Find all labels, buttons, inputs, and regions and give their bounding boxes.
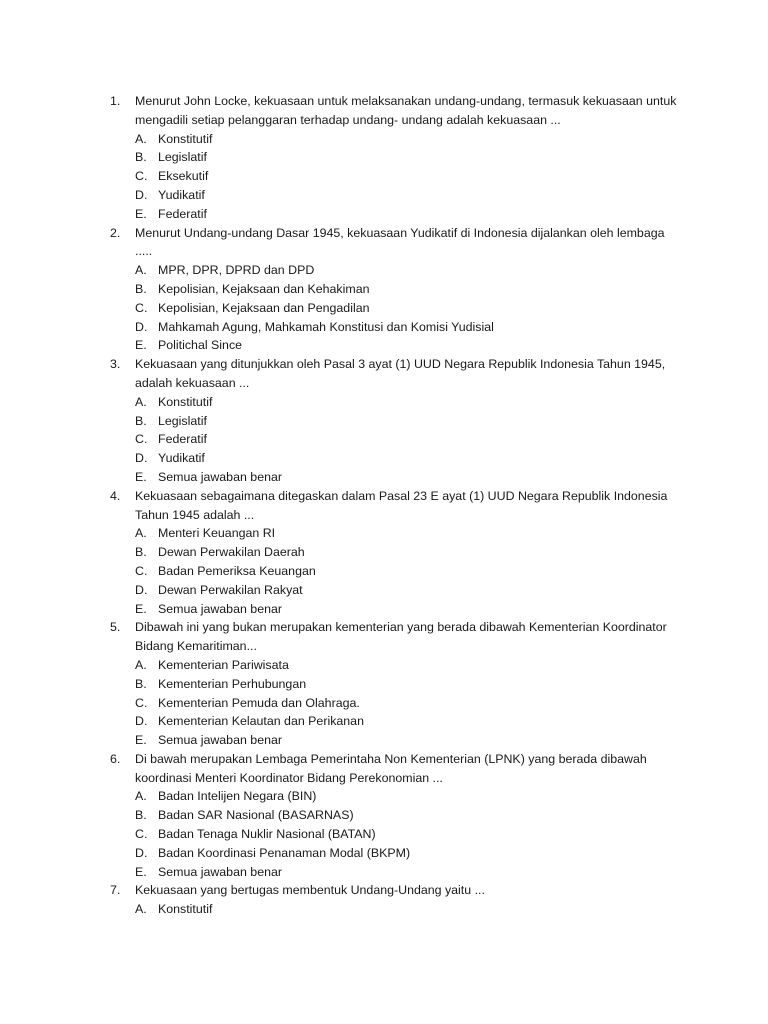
option-letter: E. [135,206,147,221]
question-number: 6. [110,751,121,766]
question-item [110,618,680,750]
option-letter: C. [135,695,148,710]
option-text: Badan Pemeriksa Keuangan [158,563,316,578]
question-row [110,618,680,656]
answer-option [135,299,680,318]
question-number: 3. [110,357,121,372]
answer-option [135,336,680,355]
question-row [110,224,680,262]
option-letter: D. [135,845,148,860]
option-text: Kepolisian, Kejaksaan dan Kehakiman [158,281,370,296]
answer-option [135,863,680,882]
answer-option [135,825,680,844]
answer-option [135,280,680,299]
option-text: Badan SAR Nasional (BASARNAS) [158,808,354,823]
option-text: Legislatif [158,413,207,428]
option-text: Konstitutif [158,131,213,146]
option-text: Kementerian Perhubungan [158,676,307,691]
option-letter: B. [135,676,147,691]
answer-option [135,694,680,713]
question-text: Dibawah ini yang bukan merupakan kementerian yang berada dibawah Kementerian Koordinator Bidang Kemaritiman... [135,620,667,654]
answer-option [135,600,680,619]
question-row [110,750,680,788]
answer-option [135,712,680,731]
option-text: Legislatif [158,150,207,165]
question-item [110,355,680,487]
option-text: Yudikatif [158,451,205,466]
answer-option [135,581,680,600]
option-text: Semua jawaban benar [158,469,282,484]
question-item [110,224,680,356]
question-list [110,92,680,919]
option-letter: B. [135,281,147,296]
question-number: 1. [110,94,121,108]
option-text: Semua jawaban benar [158,601,282,616]
answer-option [135,205,680,224]
option-list [110,524,680,618]
answer-option [135,675,680,694]
question-item [110,92,680,224]
answer-option [135,844,680,863]
option-letter: D. [135,582,148,597]
question-number: 7. [110,883,121,898]
option-letter: C. [135,169,148,184]
option-text: Yudikatif [158,187,205,202]
question-text: Menurut Undang-undang Dasar 1945, kekuasaan Yudikatif di Indonesia dijalankan oleh lembaga ..... [135,225,665,259]
answer-option [135,261,680,280]
option-list [110,130,680,224]
answer-option [135,806,680,825]
option-letter: B. [135,808,147,823]
option-text: Kementerian Pemuda dan Olahraga. [158,695,360,710]
option-list [110,393,680,487]
option-letter: A. [135,789,147,804]
answer-option [135,468,680,487]
option-letter: D. [135,714,148,729]
option-list [110,787,680,881]
option-text: Konstitutif [158,902,213,917]
option-letter: A. [135,394,147,409]
question-row [110,355,680,393]
answer-option [135,393,680,412]
answer-option [135,430,680,449]
answer-option [135,130,680,149]
option-letter: E. [135,469,147,484]
question-text: Menurut John Locke, kekuasaan untuk melaksanakan undang-undang, termasuk kekuasaan untuk mengadili setiap pelanggaran terhadap undang- undang adalah kekuasaan ... [135,94,677,127]
question-number: 5. [110,620,121,635]
option-text: Badan Tenaga Nuklir Nasional (BATAN) [158,827,376,842]
option-letter: E. [135,338,147,353]
option-list [110,900,680,919]
option-text: Badan Koordinasi Penanaman Modal (BKPM) [158,845,411,860]
question-item [110,487,680,619]
option-text: Dewan Perwakilan Daerah [158,545,305,560]
question-row [110,881,680,900]
option-text: Badan Intelijen Negara (BIN) [158,789,317,804]
option-text: Menteri Keuangan RI [158,526,276,541]
answer-option [135,412,680,431]
answer-option [135,543,680,562]
option-letter: D. [135,319,148,334]
question-text: Kekuasaan yang ditunjukkan oleh Pasal 3 ayat (1) UUD Negara Republik Indonesia Tahun 1945, adalah kekuasaan ... [135,357,666,390]
option-text: Federatif [158,206,207,221]
option-letter: A. [135,263,147,278]
option-letter: D. [135,451,148,466]
option-letter: B. [135,150,147,165]
answer-option [135,562,680,581]
question-number: 4. [110,488,121,503]
option-text: Mahkamah Agung, Mahkamah Konstitusi dan Komisi Yudisial [158,319,494,334]
answer-option [135,148,680,167]
option-letter: E. [135,733,147,748]
option-letter: A. [135,131,147,146]
option-text: Konstitutif [158,394,213,409]
question-row [110,92,680,130]
answer-option [135,186,680,205]
question-text: Kekuasaan yang bertugas membentuk Undang-Undang yaitu ... [135,883,485,898]
option-letter: C. [135,432,148,447]
answer-option [135,731,680,750]
option-text: Kementerian Kelautan dan Perikanan [158,714,364,729]
option-letter: E. [135,601,147,616]
option-list [110,656,680,750]
question-text: Kekuasaan sebagaimana ditegaskan dalam Pasal 23 E ayat (1) UUD Negara Republik Indonesia Tahun 1945 adalah ... [135,488,668,522]
answer-option [135,900,680,919]
option-text: MPR, DPR, DPRD dan DPD [158,263,315,278]
option-letter: B. [135,413,147,428]
option-letter: C. [135,827,148,842]
option-text: Semua jawaban benar [158,864,282,879]
answer-option [135,656,680,675]
option-letter: C. [135,563,148,578]
option-text: Dewan Perwakilan Rakyat [158,582,303,597]
answer-option [135,524,680,543]
option-text: Kementerian Pariwisata [158,657,289,672]
option-letter: A. [135,902,147,917]
option-text: Semua jawaban benar [158,733,282,748]
option-letter: E. [135,864,147,879]
question-item [110,881,680,919]
option-letter: C. [135,300,148,315]
option-text: Eksekutif [158,169,209,184]
option-text: Kepolisian, Kejaksaan dan Pengadilan [158,300,370,315]
question-number: 2. [110,225,121,240]
option-letter: B. [135,545,147,560]
option-letter: A. [135,526,147,541]
answer-option [135,787,680,806]
option-text: Politichal Since [158,338,243,353]
option-letter: A. [135,657,147,672]
question-item [110,750,680,882]
option-text: Federatif [158,432,207,447]
question-text: Di bawah merupakan Lembaga Pemerintaha Non Kementerian (LPNK) yang berada dibawah koordinasi Menteri Koordinator Bidang Perekonomian ... [135,751,647,785]
option-letter: D. [135,187,148,202]
option-list [110,261,680,355]
answer-option [135,318,680,337]
answer-option [135,449,680,468]
answer-option [135,167,680,186]
question-row [110,487,680,525]
